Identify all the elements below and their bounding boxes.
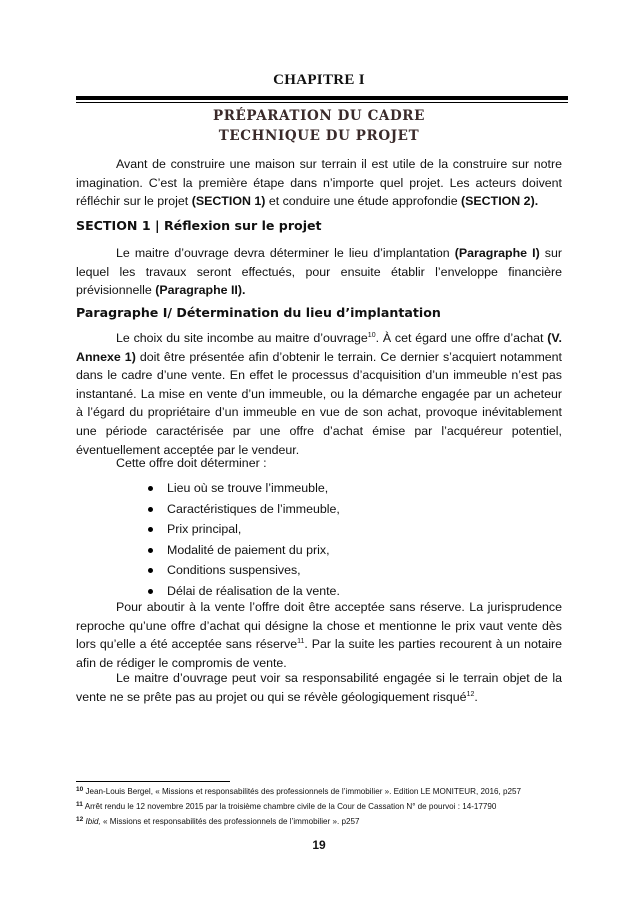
- bullet-icon: [148, 527, 153, 532]
- bullet-icon: [148, 548, 153, 553]
- list-item: Conditions suspensives,: [146, 560, 340, 581]
- bullet-icon: [148, 589, 153, 594]
- sale-paragraph: [76, 598, 562, 672]
- section-1-text-a: Le maitre d’ouvrage devra déterminer le lieu d’implantation: [116, 246, 455, 260]
- sale-text-b: . Par la suite les parties recourent à un notaire afin de rédiger le compromis de vente.: [76, 637, 562, 670]
- intro-bold-b: (SECTION 2).: [461, 194, 539, 209]
- footnote-ref-12: 12: [466, 690, 475, 698]
- sale-text-a: Pour aboutir à la vente l’offre doit être acceptée sans réserve. La jurisprudence reproche qu’une offre d’achat qui désigne la chose et mentionne le prix vaut vente dès lors qu’elle a été acceptée sans réserve: [76, 600, 562, 652]
- chapter-title: [0, 106, 638, 146]
- intro-bold-a: (SECTION 1): [191, 194, 266, 209]
- footnote-10: $^{10}$ Jean-Louis Bergel, « Missions et responsabilités des professionnels de l’immobilier ». Edition LE MONITEUR, 2016, p257: [76, 786, 521, 796]
- chapter-heading: CHAPITRE I: [273, 72, 365, 88]
- chapter-rule-thick: [76, 96, 568, 100]
- annexe-reference: (V. Annexe 1): [76, 331, 562, 364]
- intro-paragraph: [76, 155, 562, 211]
- offer-intro-text: Cette offre doit déterminer :: [116, 456, 267, 470]
- list-item: Modalité de paiement du prix,: [146, 540, 340, 561]
- section-1-bold-b: (Paragraphe II).: [155, 283, 246, 298]
- list-item: Lieu où se trouve l’immeuble,: [146, 478, 340, 499]
- chapter-rule-thin: [76, 102, 568, 103]
- bullet-icon: [148, 507, 153, 512]
- section-1-bold-a: (Paragraphe I): [454, 246, 540, 260]
- list-item: Caractéristiques de l’immeuble,: [146, 499, 340, 520]
- footnote-separator: [76, 781, 230, 782]
- list-item: Prix principal,: [146, 519, 340, 540]
- offer-intro: [76, 454, 562, 473]
- bullet-icon: [148, 568, 153, 573]
- paragraph-1-heading: Paragraphe I/ Détermination du lieu d’implantation: [76, 305, 441, 320]
- intro-text-b: et conduire une étude approfondie: [265, 194, 462, 209]
- list-item: Délai de réalisation de la vente.: [146, 581, 340, 602]
- footnote-12: $^{12}$ Ibid, « Missions et responsabilités des professionnels de l’immobilier ». p257: [76, 816, 360, 826]
- section-1-heading: SECTION 1 | Réflexion sur le projet: [76, 218, 322, 233]
- paragraph-1-body: [76, 329, 562, 459]
- bullet-icon: [148, 486, 153, 491]
- chapter-title-line-2: TECHNIQUE DU PROJET: [218, 128, 420, 144]
- chapter-title-line-1: PRÉPARATION DU CADRE: [212, 108, 426, 124]
- footnote-ref-11: 11: [297, 638, 305, 646]
- page-number: 19: [312, 838, 326, 852]
- risk-text-a: Le maitre d’ouvrage peut voir sa responsabilité engagée si le terrain objet de la vente ne se prête pas au projet ou qui se révèle géologiquement risqué: [76, 671, 562, 704]
- section-1-paragraph: [76, 244, 562, 300]
- paragraph-1-text-a: Le choix du site incombe au maitre d’ouvrage: [116, 331, 368, 345]
- risk-paragraph: [76, 669, 562, 706]
- risk-text-b: .: [474, 689, 478, 704]
- section-1-text-b: sur lequel les travaux seront effectués, pour ensuite établir l’enveloppe financière prévisionnelle: [76, 246, 562, 298]
- offer-requirements-list: [146, 478, 340, 602]
- paragraph-1-text-c: doit être présentée afin d’obtenir le terrain. Ce dernier s’acquiert notamment dans le cadre d’une vente. En effet le processus d’acquisition d’un immeuble n’est pas instantané. La mise en vente d’un immeuble, ou la démarche engagée par un acheteur à l’égard du propriétaire d’un immeuble en vue de son achat, provoque inévitablement une période caractérisée par une offre d’achat émise par l’acquéreur potentiel, éventuellement acceptée par le vendeur.: [76, 349, 563, 457]
- intro-text-a: Avant de construire une maison sur terrain il est utile de la construire sur notre imagination. C’est la première étape dans n’importe quel projet. Les acteurs doivent réfléchir sur le projet: [76, 157, 562, 209]
- paragraph-1-text-b: . À cet égard une offre d’achat: [375, 331, 548, 345]
- footnote-11: $^{11}$ Arrêt rendu le 12 novembre 2015 par la troisième chambre civile de la Cour de Cassation N° de pourvoi : 14-17790: [76, 801, 497, 811]
- footnote-ref-10: 10: [367, 332, 376, 339]
